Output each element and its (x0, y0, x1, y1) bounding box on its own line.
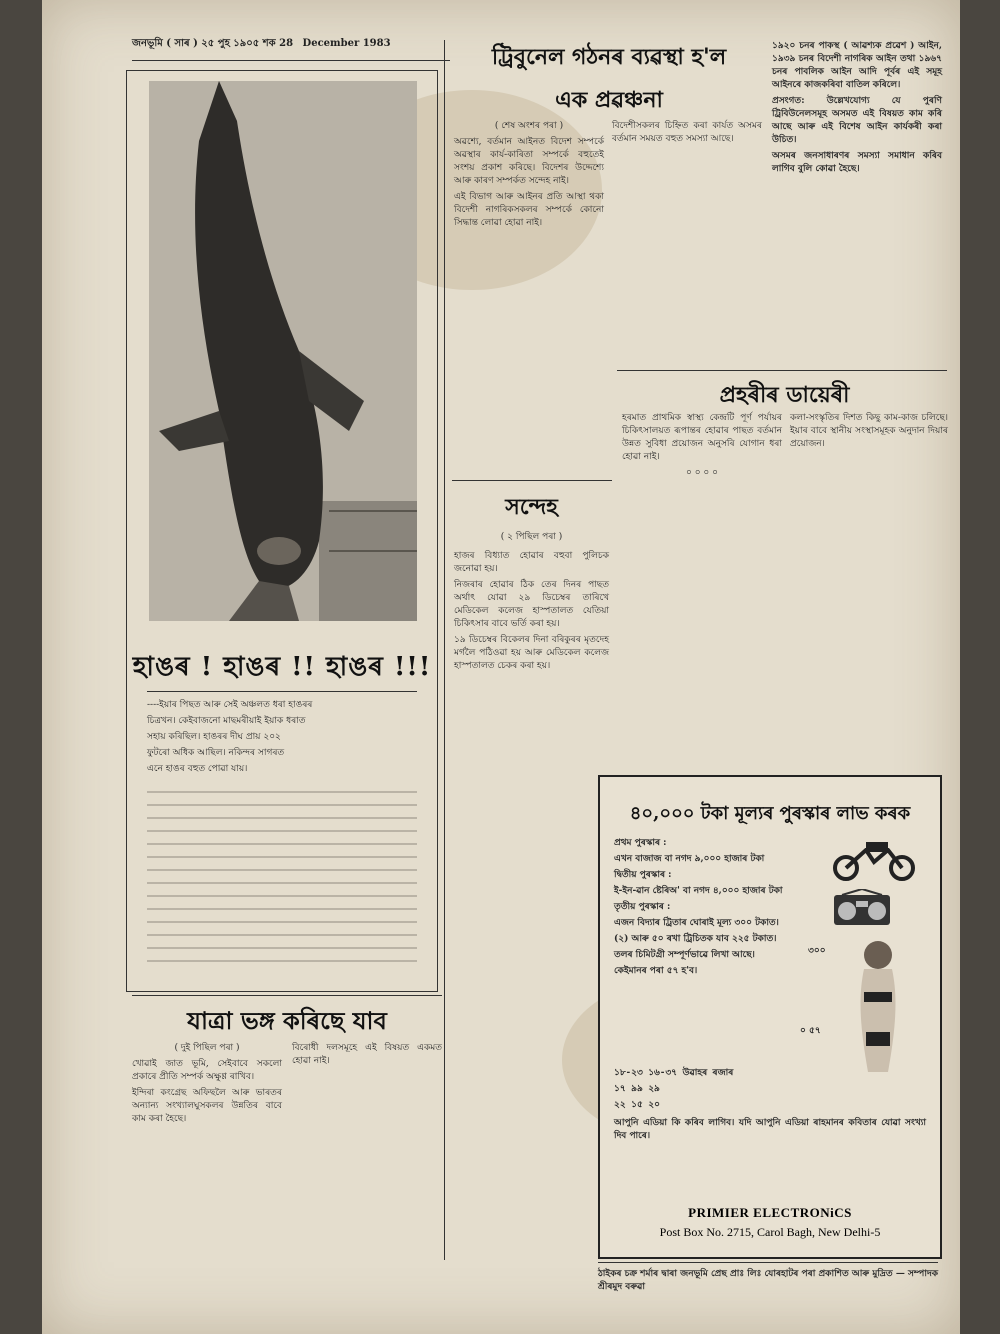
sandeha-title: সন্দেহ (505, 494, 558, 520)
ad-numbers-row: ১৮-২৩ ১৬-৩৭ উৱাহৰ ৰজাৰ (614, 1068, 734, 1078)
ad-prize-list (614, 837, 814, 981)
sandeha-sub: ( ২ পিছিল পৰা ) (500, 532, 563, 542)
tribunal-title-2: এক প্ৰৱঞ্চনা (555, 87, 663, 113)
sandeha-para: হাজৰ বিধ্যাত হোৱাৰ বহুবা পুলিচক জনোৱা হয়। (454, 551, 609, 574)
caption-line: এনে হাঙৰ বহুত পোৱা যায়। (147, 764, 248, 774)
ad-headline: ৪০,০০০ টকা মূল্যৰ পুৰস্কাৰ লাভ কৰক (629, 803, 911, 824)
prahari-para: কলা-সংস্কৃতিৰ দিশত কিছু কাম-কাজ চলিছে। ইয়াৰ বাবে স্থানীয় সংস্থাসমূহক অনুদান দিয়াৰ প্ৰয়োজন। (790, 413, 948, 449)
tribunal-col-1 (454, 120, 604, 233)
footer-rule (598, 1262, 938, 1263)
tribunal-col-3 (772, 40, 942, 179)
ad-line: এজন বিদ্যাৰ ট্ৰিতাৰ ঘোৰাই মূল্য ৩০০ টকাত। (614, 918, 779, 928)
ad-numbers-row: ১৭ ৯৯ ২৯ (614, 1084, 660, 1094)
ad-line: তৃতীয় পুৰস্কাৰ : (614, 902, 671, 912)
yatra-para: খোৱাই জাত ভূমি, সেইবাবে সকলো প্ৰকাৰে প্ৰীতি সম্পৰ্ক অক্ষুণ্ণ ৰাখিব। (132, 1059, 282, 1082)
masthead-date: December 1983 (302, 38, 391, 49)
ad-line: কেইমানৰ পৰা ৫৭ হ'ব। (614, 966, 698, 976)
caption-line: ----ইয়াৰ পিছত আৰু সেই অঞ্চলত ধৰা হাঙৰৰ (147, 700, 313, 710)
ad-line: (২) আৰু ৫০ ৰখা ট্ৰিচিতক যাব ২২৫ টকাত। (614, 934, 777, 944)
caption-text-block (147, 791, 417, 971)
yatra-para: ইন্দিৰা কংগ্ৰেছ অফিছলৈ আৰু ভাৰতৰ অন্যান্য সংখ্যালঘুসকলৰ উন্নতিৰ বাবে কাম কৰা হৈছে। (132, 1088, 282, 1124)
ad-company: PRIMIER ELECTRONiCS (688, 1205, 852, 1220)
yatra-col-2 (292, 1042, 442, 1071)
imprint-footer: ঠাইকৰ চক্ৰ শৰ্মাৰ দ্বাৰা জনভূমি প্ৰেছ প্ৰাঃ লিঃ যোৰহাটৰ পৰা প্ৰকাশিত আৰু মুদ্ৰিত — সম্পাদক শ্ৰীৰমুদ বৰুৱা (598, 1269, 938, 1292)
masthead (132, 36, 432, 60)
ad-instructions: আপুনি এডিয়া কি কৰিব লাগিব। যদি আপুনি এডিয়া ৰাহমানৰ কবিতাৰ যোৱা সংখ্যা দিব পাৰে। (614, 1118, 926, 1141)
tribunal-para: বিদেশীসকলৰ চিহ্নিত কৰা কাৰ্যত অসমৰ বৰ্তমান সময়ত বহুত সমস্যা আছে। (612, 121, 762, 144)
stereo-icon (832, 889, 892, 927)
ad-line: দ্বিতীয় পুৰস্কাৰ : (614, 870, 672, 880)
prahari-separator: ০ ০ ০ ০ (686, 468, 718, 478)
shark-photo-image (149, 81, 417, 621)
caption-line: ফুটৰো অধিক আছিল। নকিন্দৰ সাগৰত (147, 748, 285, 758)
yatra-para: বিৰোধী দলসমূহে এই বিষয়ত একমত হোৱা নাই। (292, 1043, 442, 1066)
sandeha-para: ১৯ ডিচেম্বৰ বিকেলৰ দিনা বৰিকুৰৰ মৃতদেহ মৰ্গলৈ পঠিওৱা হয় আৰু মেডিকেল কলেজ হাস্পতালত চেকৰ কৰা হয়। (454, 635, 609, 671)
ad-side-num: ৩০০ (808, 946, 826, 956)
prahari-article (622, 378, 947, 415)
sandeha-body (454, 550, 609, 673)
ad-number-grid (614, 1067, 834, 1115)
ad-line: তলৰ চিমিটগ্ৰী সম্পূৰ্ণভাৱে লিখা আছে। (614, 950, 755, 960)
prize-advertisement (598, 775, 942, 1259)
newspaper-page (42, 0, 960, 1334)
prahari-title: প্ৰহৰীৰ ডায়েৰী (719, 382, 850, 408)
tribunal-right-para: ১৯২০ চনৰ পাকস্থ ( আৱশ্যক প্ৰৱেশ ) আইন, ১৯৩৯ চনৰ বিদেশী নাগৰিক আইন তথা ১৯৬৭ চনৰ পাবলিক আইন আদি পূৰ্বৰ এই সমূহ আইনৰে কাজকৰিবা বাতিল কৰিলে। (772, 41, 942, 90)
section-rule (452, 480, 612, 481)
tribunal-title-1: ট্ৰিবুনেল গঠনৰ ব্যৱস্থা হ'ল (491, 44, 727, 70)
tribunal-para: অৱশ্যে, বৰ্তমান আইনত বিদেশ সম্পৰ্কে অৱস্থাৰ কাৰ্য-কাৰিতা সম্পৰ্কে বহুতেই সংশয় প্ৰকাশ কৰিছে। বিদেশৰ উদ্দেশ্যে আৰু কাৰণ সম্পৰ্কত সন্দেহ নাই। (454, 137, 604, 186)
tribunal-right-para: প্ৰসংগত: উল্লেখযোগ্য যে পুৰণি ট্ৰিবিউনেলসমূহ অসমত এই বিষয়ত কাম কৰি আছে আৰু এই বিশেষ আইন কাৰ্যকৰী কৰা উচিত। (772, 96, 942, 145)
ad-line: এখন বাজাজ বা নগদ ৯,০০০ হাজাৰ টকা (614, 854, 765, 864)
sandeha-article (454, 490, 609, 676)
prahari-para: হৰমাত প্ৰাথমিক স্বাস্থ্য কেন্দ্ৰটি পূৰ্ণ পৰ্যায়ৰ চিকিৎসালয়ত ৰূপান্তৰ হোৱাৰ পাছত বৰ্তমান উন্নত সুবিধা প্ৰয়োজন অনুসৰি যোগান ধৰা হোৱা নাই। (622, 413, 782, 462)
caption-line: সহায় কৰিছিল। হাঙৰৰ দীঘ প্ৰায় ২০২ (147, 732, 281, 742)
photo-caption-body (147, 699, 417, 779)
ad-numbers-row: ২২ ১৫ ২০ (614, 1100, 660, 1110)
photo-article (126, 70, 438, 992)
column-rule (444, 40, 445, 1260)
yatra-sub: ( দুই পিছিল পৰা ) (174, 1043, 240, 1053)
section-rule (617, 370, 947, 371)
motorbike-icon (830, 832, 920, 882)
caption-rule (147, 691, 417, 692)
tribunal-para: এই বিভাগ আৰু আইনৰ প্ৰতি আস্থা থকা বিদেশী নাগৰিকসকলৰ সম্পৰ্কে কোনো সিদ্ধান্ত লোৱা হোৱা নাই। (454, 192, 604, 228)
sandeha-para: নিজৰাৰ হোৱাৰ ঠিক তেৰ দিনৰ পাছত অৰ্থাৎ যোৱা ২৯ ডিচেম্বৰ তাৰিখে মেডিকেল কলেজ হাস্পতালত যেতিয়া চিকিৎসাৰ বাবে ভৰ্তি কৰা হয়। (454, 580, 609, 629)
tribunal-col-2 (612, 120, 762, 149)
masthead-rule (132, 60, 450, 61)
yatra-col-1 (132, 1042, 282, 1129)
ad-line: প্ৰথম পুৰস্কাৰ : (614, 838, 667, 848)
model-figure-image (838, 937, 918, 1077)
yatra-title: যাত্ৰা ভঙ্গ কৰিছে যাব (187, 1006, 387, 1035)
caption-line: চিত্ৰখন। কেইবাজনো মাছমৰীয়াই ইয়াক ধৰাত (147, 716, 306, 726)
section-rule (132, 995, 442, 996)
prahari-col-1 (622, 412, 782, 483)
masthead-left: জনভূমি ( সাৰ ) ২৫ পুহ ১৯০৫ শক 28 (132, 38, 294, 49)
prahari-col-2 (790, 412, 948, 454)
tribunal-article (454, 40, 764, 120)
ad-line: ই-ইন-ৱান ষ্টেৰিঅ' বা নগদ ৪,০০০ হাজাৰ টকা (614, 886, 783, 896)
ad-side-num: ০ ৫৭ (800, 1026, 821, 1036)
yatra-article (132, 1003, 442, 1043)
ad-address: Post Box No. 2715, Carol Bagh, New Delhi-5 (659, 1225, 881, 1239)
tribunal-right-para: অসমৰ জনসাধাৰণৰ সমস্যা সমাধান কৰিব লাগিব বুলি কোৱা হৈছে। (772, 151, 942, 174)
tribunal-sub: ( শেষ অংশৰ পৰা ) (494, 121, 564, 131)
shark-photo (149, 81, 417, 621)
photo-caption-title: হাঙৰ ! হাঙৰ !! হাঙৰ !!! (132, 652, 432, 682)
